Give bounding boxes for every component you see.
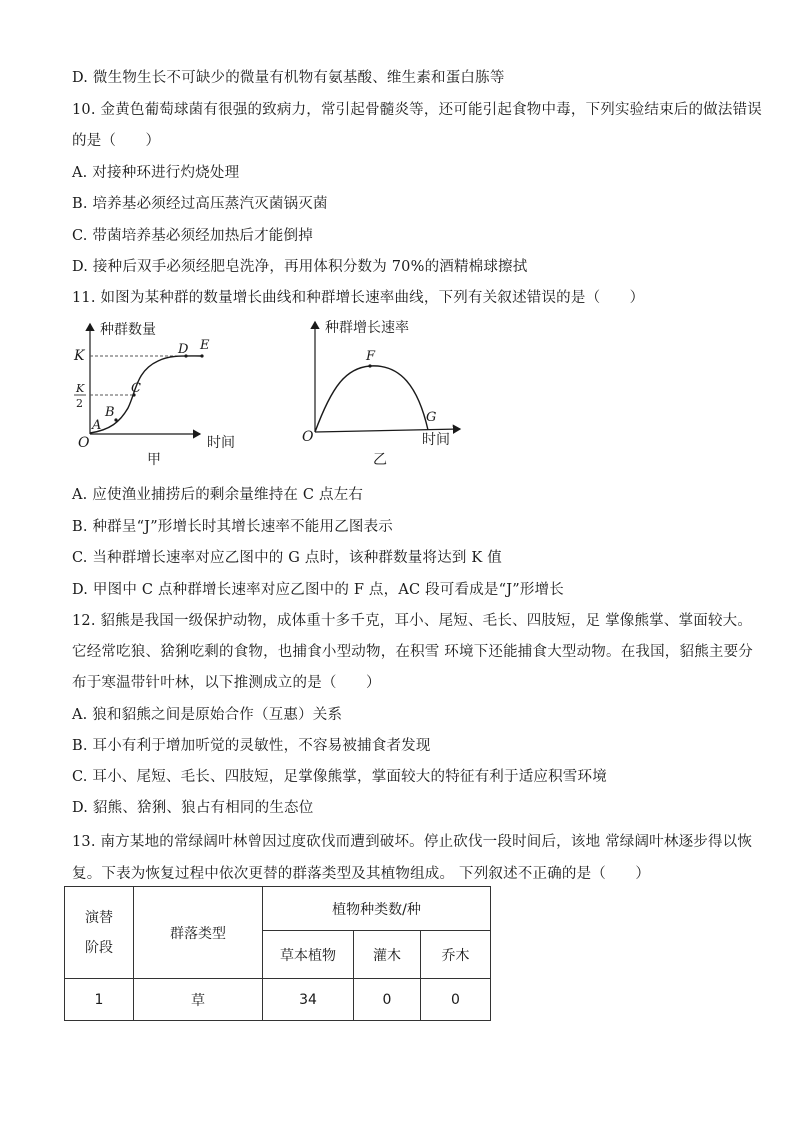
header-species-count: 植物种类数/种: [263, 887, 491, 931]
header-community-type: 群落类型: [134, 887, 263, 979]
q12-option-a: A. 狼和貂熊之间是原始合作（互惠）关系: [72, 707, 343, 723]
origin-label: O: [78, 435, 90, 451]
origin-label: O: [302, 429, 314, 445]
header-tree: 乔木: [421, 931, 491, 979]
point-g-label: G: [426, 410, 437, 425]
k-half-denominator: 2: [76, 397, 83, 410]
header-shrub: 灌木: [354, 931, 421, 979]
x-axis-label: 时间: [207, 435, 235, 451]
q11-option-d: D. 甲图中 C 点种群增长速率对应乙图中的 F 点，AC 段可看成是“J”形增长: [72, 582, 564, 598]
succession-table: [64, 886, 491, 1021]
x-axis-label: 时间: [422, 432, 450, 448]
q12-option-b: B. 耳小有利于增加听觉的灵敏性，不容易被捕食者发现: [72, 738, 431, 754]
cell-herb: 34: [263, 979, 354, 1021]
figure-caption: 甲: [147, 452, 161, 466]
point-a-label: A: [92, 418, 102, 433]
q10-stem: 10. 金黄色葡萄球菌有很强的致病力，常引起骨髓炎等，还可能引起食物中毒，下列实验结束后的做法错误: [72, 102, 762, 118]
figure-caption: 乙: [373, 452, 387, 466]
point-c-label: C: [131, 381, 141, 396]
cell-type: 草: [134, 979, 263, 1021]
figure-population-curve: [72, 316, 252, 466]
point-d-label: D: [178, 342, 189, 357]
table-row: [65, 979, 491, 1021]
y-axis-label: 种群数量: [100, 322, 156, 338]
k-half-numerator: K: [76, 382, 85, 395]
q10-option-a: A. 对接种环进行灼烧处理: [72, 165, 240, 181]
q13-stem-1: 13. 南方某地的常绿阔叶林曾因过度砍伐而遭到破坏。停止砍伐一段时间后，该地 常绿阔叶林逐步得以恢: [72, 834, 753, 850]
y-axis-label: 种群增长速率: [325, 320, 409, 336]
header-stage-line2: 阶段: [85, 939, 113, 956]
q12-stem-2: 它经常吃狼、猞猁吃剩的食物，也捕食小型动物，在积雪 环境下还能捕食大型动物。在我国，貂熊主要分: [72, 644, 754, 660]
q10-option-b: B. 培养基必须经过高压蒸汽灭菌锅灭菌: [72, 196, 328, 212]
bell-curve: [315, 366, 428, 432]
q11-option-c: C. 当种群增长速率对应乙图中的 G 点时，该种群数量将达到 K 值: [72, 550, 502, 566]
q10-option-c: C. 带菌培养基必须经加热后才能倒掉: [72, 228, 313, 244]
point-b-label: B: [105, 405, 115, 420]
k-label: K: [74, 348, 85, 364]
q11-stem: 11. 如图为某种群的数量增长曲线和种群增长速率曲线，下列有关叙述错误的是（ ）: [72, 290, 645, 306]
q10-option-d: D. 接种后双手必须经肥皂洗净，再用体积分数为 70%的酒精棉球擦拭: [72, 259, 528, 275]
figure-growth-rate-curve: [300, 316, 470, 466]
q12-stem-3: 布于寒温带针叶林，以下推测成立的是（ ）: [72, 675, 381, 691]
q12-stem-1: 12. 貂熊是我国一级保护动物，成体重十多千克，耳小、尾短、毛长、四肢短，足 掌像熊掌、掌面较大。: [72, 613, 753, 629]
q10-stem-cont: 的是（ ）: [72, 133, 161, 149]
point-b: [114, 418, 117, 421]
header-stage-line1: 演替: [85, 909, 113, 926]
point-e: [200, 354, 203, 357]
cell-tree: 0: [421, 979, 491, 1021]
point-e-label: E: [200, 338, 210, 353]
header-stage: [65, 887, 134, 979]
point-f: [368, 364, 371, 367]
q9-option-d: D. 微生物生长不可缺少的微量有机物有氨基酸、维生素和蛋白胨等: [72, 70, 505, 86]
q11-option-a: A. 应使渔业捕捞后的剩余量维持在 C 点左右: [72, 487, 364, 503]
q11-option-b: B. 种群呈“J”形增长时其增长速率不能用乙图表示: [72, 519, 394, 535]
cell-stage: 1: [65, 979, 134, 1021]
q12-option-d: D. 貂熊、猞猁、狼占有相同的生态位: [72, 800, 314, 816]
header-herb: 草本植物: [263, 931, 354, 979]
cell-shrub: 0: [354, 979, 421, 1021]
q12-option-c: C. 耳小、尾短、毛长、四肢短，足掌像熊掌，掌面较大的特征有利于适应积雪环境: [72, 769, 607, 785]
point-f-label: F: [366, 349, 376, 364]
q13-stem-2: 复。下表为恢复过程中依次更替的群落类型及其植物组成。 下列叙述不正确的是（ ）: [72, 866, 651, 882]
s-curve: [90, 356, 202, 433]
